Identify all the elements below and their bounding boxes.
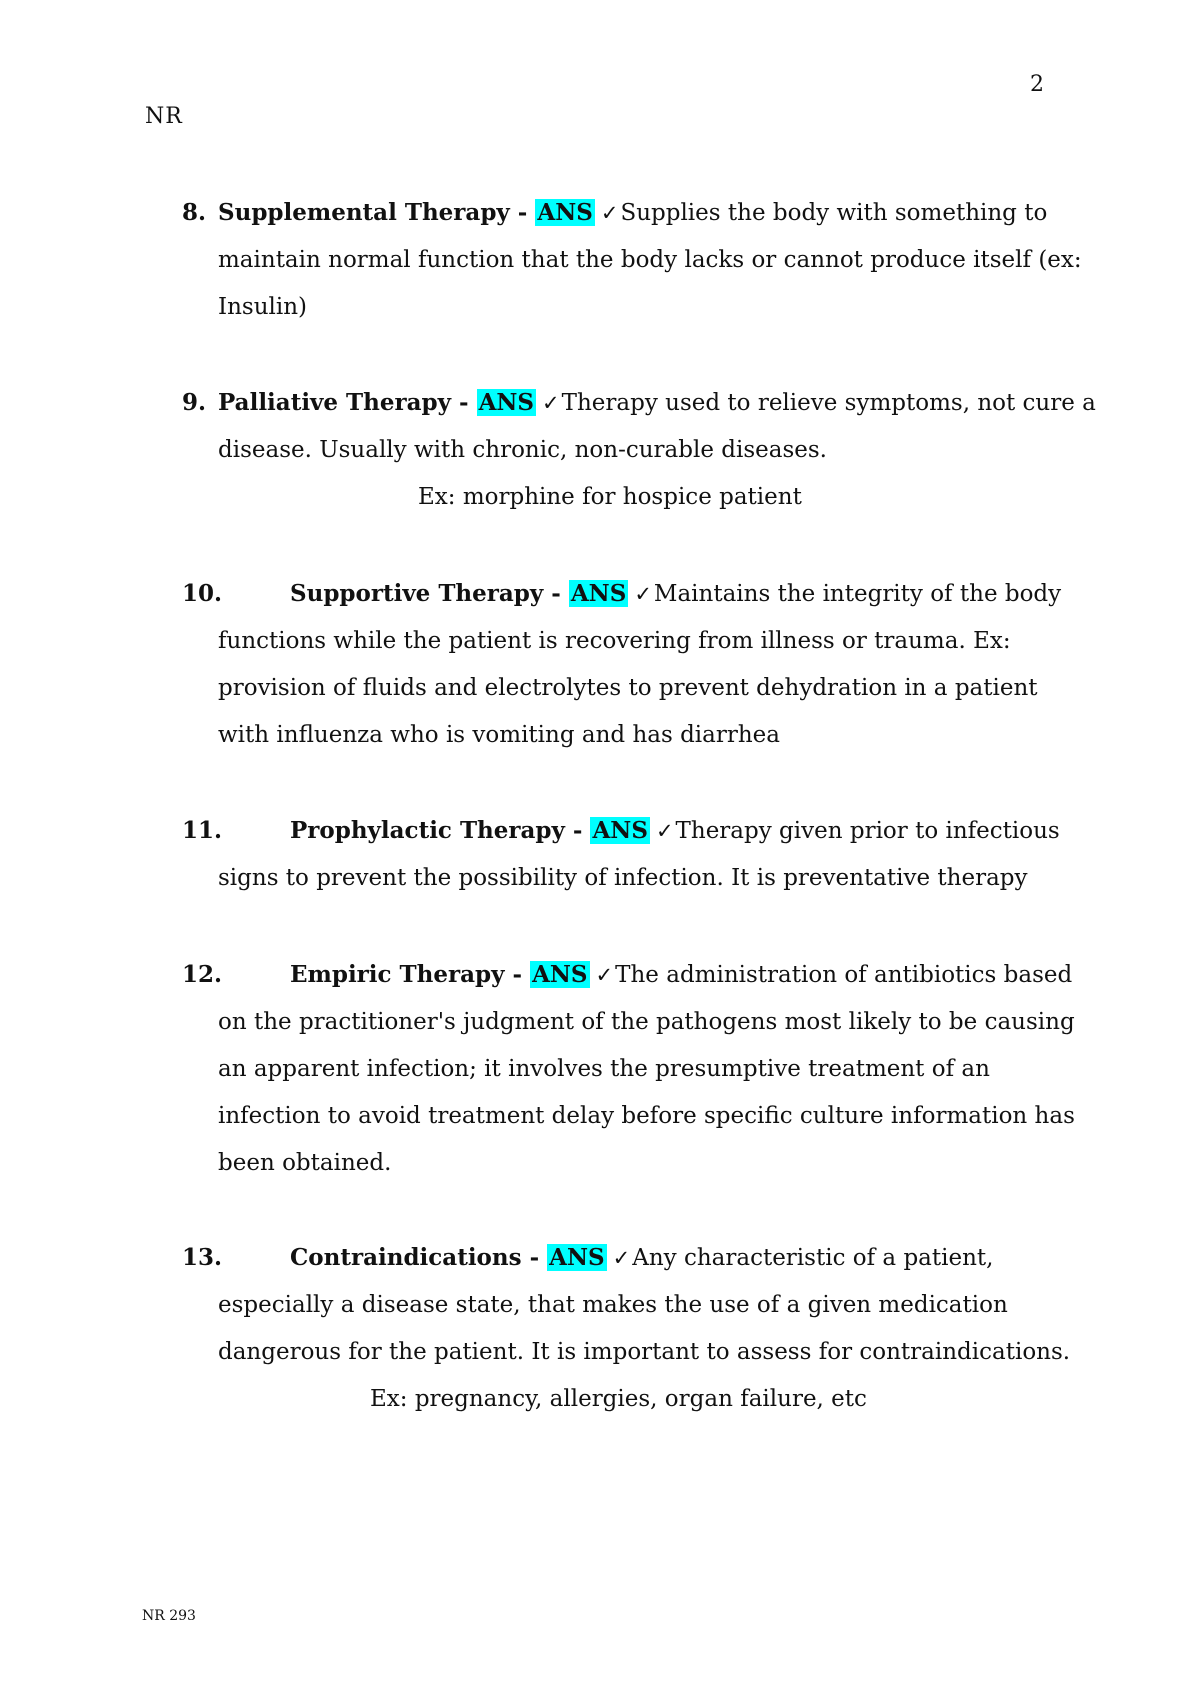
definition-text: Therapy used to relieve symptoms, not cure a <box>561 390 1096 416</box>
definition-line: signs to prevent the possibility of infection. It is preventative therapy <box>218 865 1028 891</box>
item-first-line <box>290 960 1072 990</box>
definition-text: Any characteristic of a patient, <box>632 1245 994 1271</box>
separator: - <box>451 389 477 416</box>
checkmark-icon: ✓ <box>595 963 614 987</box>
definition-text: Maintains the integrity of the body <box>653 581 1062 607</box>
item-number: 8. <box>182 199 207 226</box>
term-label: Empiric Therapy <box>290 961 505 988</box>
definition-line: Insulin) <box>218 294 308 320</box>
term-label: Palliative Therapy <box>218 389 451 416</box>
item-first-line <box>290 579 1061 609</box>
separator: - <box>509 199 536 226</box>
item-first-line <box>290 1243 993 1273</box>
definition-text: Therapy given prior to infectious <box>675 818 1060 844</box>
example-line: Ex: morphine for hospice patient <box>418 484 802 510</box>
definition-line: functions while the patient is recovering from illness or trauma. Ex: <box>218 628 1011 654</box>
definition-line: disease. Usually with chronic, non-curable diseases. <box>218 437 827 463</box>
footer-label: NR 293 <box>142 1608 196 1624</box>
definition-line: especially a disease state, that makes the use of a given medication <box>218 1292 1008 1318</box>
checkmark-icon: ✓ <box>634 582 652 606</box>
item-first-line <box>218 198 1047 228</box>
checkmark-icon: ✓ <box>612 1246 631 1270</box>
ans-highlight: ANS <box>537 199 593 226</box>
checkmark-icon: ✓ <box>600 201 619 225</box>
item-number: 13. <box>182 1244 223 1271</box>
separator: - <box>564 817 591 844</box>
definition-line: an apparent infection; it involves the presumptive treatment of an <box>218 1056 990 1082</box>
ans-highlight: ANS <box>549 1244 605 1271</box>
definition-line: infection to avoid treatment delay before specific culture information has <box>218 1103 1075 1129</box>
item-number: 10. <box>182 580 223 607</box>
item-number: 11. <box>182 817 223 844</box>
definition-line: been obtained. <box>218 1150 392 1176</box>
example-line: Ex: pregnancy, allergies, organ failure, etc <box>370 1386 867 1412</box>
definition-line: maintain normal function that the body lacks or cannot produce itself (ex: <box>218 247 1082 273</box>
header-label: NR <box>145 104 183 129</box>
ans-highlight: ANS <box>478 389 535 416</box>
term-label: Contraindications <box>290 1244 522 1271</box>
separator: - <box>521 1244 548 1271</box>
definition-line: dangerous for the patient. It is important to assess for contraindications. <box>218 1339 1071 1365</box>
ans-highlight: ANS <box>532 961 588 988</box>
page-number: 2 <box>1030 72 1044 97</box>
definition-line: on the practitioner's judgment of the pathogens most likely to be causing <box>218 1009 1075 1035</box>
separator: - <box>543 580 569 607</box>
item-first-line <box>218 388 1096 418</box>
term-label: Prophylactic Therapy <box>290 817 565 844</box>
ans-highlight: ANS <box>570 580 627 607</box>
term-label: Supportive Therapy <box>290 580 544 607</box>
definition-text: The administration of antibiotics based <box>615 962 1073 988</box>
definition-line: with influenza who is vomiting and has diarrhea <box>218 722 780 748</box>
definition-line: provision of fluids and electrolytes to prevent dehydration in a patient <box>218 675 1038 701</box>
item-number: 9. <box>182 389 207 416</box>
item-number: 12. <box>182 961 223 988</box>
checkmark-icon: ✓ <box>542 391 560 415</box>
checkmark-icon: ✓ <box>655 819 674 843</box>
ans-highlight: ANS <box>592 817 648 844</box>
definition-text: Supplies the body with something to <box>620 200 1048 226</box>
item-first-line <box>290 816 1060 846</box>
separator: - <box>504 961 531 988</box>
term-label: Supplemental Therapy <box>218 199 510 226</box>
